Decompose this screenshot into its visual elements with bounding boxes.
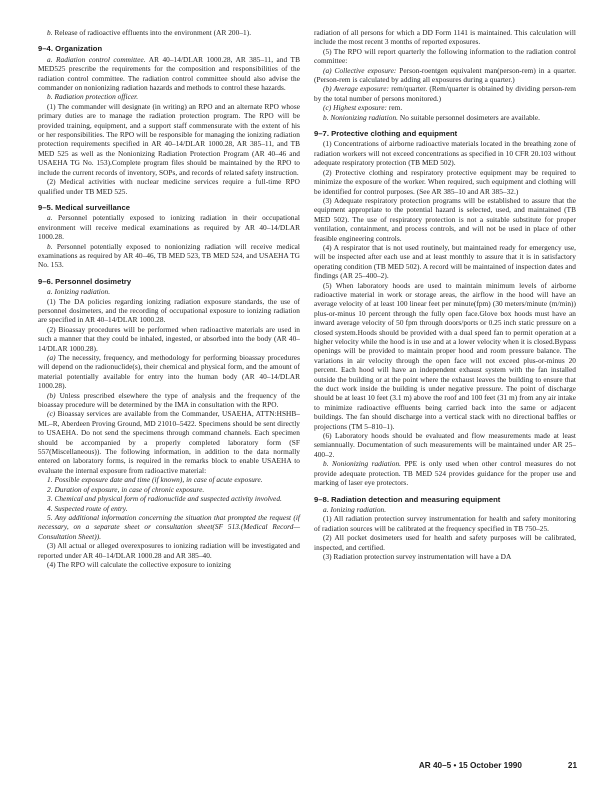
paragraph-designator: b. xyxy=(47,28,53,37)
paragraph xyxy=(314,281,576,432)
paragraph-text: (2) Medical activities with nuclear medicine services require a full-time RPO qualified under TB MED 525. xyxy=(38,177,300,196)
paragraph-designator: (c) Highest exposure: xyxy=(323,103,387,113)
right-column xyxy=(314,28,576,569)
document-body xyxy=(38,28,577,569)
paragraph-text: (6) Laboratory hoods should be evaluated and flow measurements made at least semiannually. Documentation of such measurements will be maintained under AR 25–400–2. xyxy=(314,431,576,459)
paragraph xyxy=(38,409,300,475)
paragraph-text: Release of radioactive effluents into the environment (AR 200–1). xyxy=(52,28,252,37)
paragraph-designator: 3. Chemical and physical form of radionuclide and suspected activity involved. xyxy=(47,494,282,504)
paragraph-designator: 1. Possible exposure date and time (if known), in case of acute exposure. xyxy=(47,475,263,485)
paragraph xyxy=(314,196,576,243)
paragraph-text: rem/quarter. (Rem/quarter is obtained by dividing person-rem by the total number of persons monitored.) xyxy=(314,84,577,103)
paragraph-designator: a. Radiation control committee. xyxy=(47,54,146,64)
paragraph-text: PPE is only used when other control measures do not provide adequate protection. TB MED 524 provides guidance for the proper use and marking of laser eye protectors. xyxy=(314,459,576,488)
paragraph-designator: (b) Average exposure: xyxy=(323,84,390,94)
paragraph-designator: b. Nonionizing radiation. xyxy=(323,112,399,122)
paragraph xyxy=(38,494,300,503)
paragraph-text: (1) Concentrations of airborne radioactive materials located in the breathing zone of radiation workers will not exceed concentrations as specified in 10 CFR 20.103 without adequate respiratory protection (TB MED 502). xyxy=(314,139,576,168)
paragraph xyxy=(38,102,300,177)
paragraph xyxy=(38,560,300,569)
page-footer xyxy=(38,761,577,770)
paragraph xyxy=(314,552,576,561)
paragraph xyxy=(38,28,300,37)
paragraph-designator: a. xyxy=(47,213,53,223)
paragraph-text: Personnel potentially exposed to nonionizing radiation will receive medical examinations as required by AR 40–46, TB MED 523, TB MED 524, and USAEHA TG No. 153. xyxy=(38,241,300,270)
paragraph xyxy=(314,514,576,533)
paragraph xyxy=(38,297,300,325)
paragraph-designator: (a) Collective exposure: xyxy=(323,65,397,75)
paragraph xyxy=(314,66,576,85)
paragraph-designator: (c) xyxy=(47,409,56,419)
paragraph xyxy=(38,513,300,541)
paragraph xyxy=(314,505,576,514)
paragraph-text: rem. xyxy=(387,103,403,113)
paragraph-designator: b. xyxy=(47,241,53,251)
paragraph xyxy=(38,485,300,494)
paragraph-designator: b. Radiation protection officer. xyxy=(47,92,139,102)
paragraph-text: (1) The DA policies regarding ionizing radiation exposure standards, the use of personnel dosimeters, and the recording of occupational exposure to ionizing radiation are specified in AR 40–14/DLAR 1000.28. xyxy=(38,296,300,325)
paragraph-text: Bioassay services are available from the Commander, USAEHA, ATTN:HSHB–ML–R, Aberdeen Proving Ground, MD 21010–5422. Specimens should be sent directly to USAEHA. Do not send the specimens through command channels. Each specimen should be accompanied by a properly completed laboratory form (SF 557(Miscellaneous)). The following information, in addition to the data normally entered on laboratory forms, is required in the remarks block to enable USAEHA to evaluate the internal exposure from radioactive material: xyxy=(38,409,300,475)
paragraph xyxy=(314,113,576,122)
paragraph xyxy=(314,459,576,487)
paragraph-text: radiation of all persons for which a DD Form 1141 is maintained. This calculation will include the most recent 3 months of reported exposures. xyxy=(314,28,576,47)
paragraph-designator: b. Nonionizing radiation. xyxy=(323,459,402,469)
paragraph xyxy=(314,28,576,47)
paragraph xyxy=(314,168,576,196)
footer-citation: AR 40–5 • 15 October 1990 xyxy=(418,761,522,770)
paragraph xyxy=(38,325,300,353)
paragraph-text: (1) The commander will designate (in writing) an RPO and an alternate RPO whose primary duties are to manage the radiation protection program. The RPO will be provided training, equipment, and a support staff commensurate with the extent of his or her responsibilities. The RPO will be responsible for managing the ionizing radiation protection requirements specified in AR 40–14/DLAR 1000.28, AR 385–11, and TB MED 525 as well as the Nonionizing Radiation Protection Program (AR 40–46 and USAEHA TG No. 153).Complete program files should be maintained by the RPO to include the current records of inventory, SOPs, and records of related safety instruction. xyxy=(38,101,300,177)
paragraph-designator: (a) xyxy=(47,353,56,362)
paragraph xyxy=(38,177,300,196)
paragraph-text: (2) Bioassay procedures will be performed when radioactive materials are used in such a manner that they could be inhaled, ingested, or absorbed into the body (AR 40–14/DLAR 1000.28). xyxy=(38,324,300,353)
paragraph-text: (4) A respirator that is not used routinely, but maintained ready for emergency use, will be inspected after each use and at least monthly to assure that it is in satisfactory operating condition (TB MED 502). A record will be maintained of inspection dates and findings (AR 25–400–2). xyxy=(314,242,576,281)
left-column xyxy=(38,28,300,569)
paragraph-designator: a. Ionizing radiation. xyxy=(323,504,387,514)
paragraph xyxy=(38,353,300,391)
paragraph-designator: (b) xyxy=(47,390,56,400)
section-heading: 9–4. Organization xyxy=(38,44,103,54)
paragraph-text: (1) All radiation protection survey instrumentation for health and safety monitoring of radiation sources will be calibrated at the frequency specified in TB 750–25. xyxy=(314,514,576,533)
paragraph xyxy=(38,55,300,93)
paragraph xyxy=(314,47,576,66)
paragraph xyxy=(38,242,300,270)
paragraph xyxy=(314,84,576,103)
paragraph xyxy=(38,213,300,241)
paragraph xyxy=(314,431,576,459)
paragraph-text: Personnel potentially exposed to ionizing radiation in their occupational environment will receive medical examinations as required by AR 40–14/DLAR 1000.28. xyxy=(38,213,300,242)
paragraph xyxy=(38,475,300,484)
paragraph-text: (2) All pocket dosimeters used for health and safety purposes will be calibrated, inspected, and certified. xyxy=(314,533,576,552)
paragraph xyxy=(314,103,576,112)
section-heading: 9–7. Protective clothing and equipment xyxy=(314,129,458,139)
paragraph-text: (5) When laboratory hoods are used to maintain minimum levels of airborne radioactive material in work or storage areas, the airflow in the hood will have an average velocity of at least 100 linear feet per minute(fpm) (30 meters/minute (m/min)) plus-or-minus 10 percent through the fully open face.Glove box hoods must have an inward average velocity of 50 fpm through doors/ports or 0.25 inch static pressure on a closed system.Hoods should be provided with a dual speed fan to permit operation at a higher velocity while the hood is in use and at a lower velocity when it is closed.Bypass openings will be provided to maintain proper hood and room pressure balance. The variations in air velocity through the open face will not exceed plus-or-minus 20 percent. Each hood will have an independent exhaust system with the fan installed outside the building or at the point where the exhaust leaves the building to ensure that the duct work inside the building is under negative pressure. The point of discharge should be at least 10 feet (3.1 m) above the roof and 100 feet (31 m) from any air intake to minimize radioactive effluents being carried back into the same or adjacent buildings. The fan should discharge into a vertical stack with no directional baffles or projections (TM 5–810–1). xyxy=(314,280,576,431)
section-heading: 9–5. Medical surveillance xyxy=(38,202,131,212)
paragraph-text: (5) The RPO will report quarterly the following information to the radiation control committee: xyxy=(314,46,576,66)
paragraph-text: (3) All actual or alleged overexposures to ionizing radiation will be investigated and reported under AR 40–14/DLAR 1000.28 and AR 385–40. xyxy=(38,541,300,560)
section-heading: 9–8. Radiation detection and measuring equipment xyxy=(314,494,501,504)
paragraph-text: (3) Adequate respiratory protection programs will be established to assure that the equipment appropriate to the potential hazard is selected, used, and maintained (TB MED 502). The use of respiratory protection is not a suitable substitute for proper ventilation, containment, and process controls, and will not be used in place of other feasible engineering controls. xyxy=(314,195,576,243)
paragraph xyxy=(38,504,300,513)
paragraph-text: (4) The RPO will calculate the collective exposure to ionizing xyxy=(47,559,231,569)
paragraph xyxy=(38,391,300,410)
paragraph xyxy=(314,533,576,552)
paragraph-text: Unless prescribed elsewhere the type of analysis and the frequency of the bioassay procedure will be determined by the IMA in consultation with the RPO. xyxy=(38,390,300,410)
footer-page-number: 21 xyxy=(567,761,577,770)
paragraph-text: The necessity, frequency, and methodology for performing bioassay procedures will depend on the radionuclide(s), their chemical and physical form, and the amount of material potentially available for entry into the human body (AR 40–14/DLAR 1000.28). xyxy=(38,353,300,391)
paragraph xyxy=(314,139,576,167)
paragraph-text: (2) Protective clothing and respiratory protective equipment may be required to minimize the exposure of the worker. When required, such equipment and clothing will be identified for control purposes. (See AR 385–10 and AR 385–32.) xyxy=(314,167,576,196)
paragraph-text: No suitable personnel dosimeters are available. xyxy=(398,112,541,122)
paragraph xyxy=(38,287,300,296)
paragraph-text: Person-roentgen equivalent man(person-rem) in a quarter. (Person-rem is calculated by adding all exposures during a quarter.) xyxy=(314,65,577,85)
paragraph-text: AR 40–14/DLAR 1000.28, AR 385–11, and TB MED525 prescribe the requirements for the composition and responsibilities of the radiation control committee. The radiation control committee should also advise the commander on nonionizing radiation hazards and methods to control these hazards. xyxy=(38,54,300,93)
paragraph-designator: a. Ionizing radiation. xyxy=(47,287,111,297)
paragraph-designator: 2. Duration of exposure, in case of chronic exposure. xyxy=(47,484,205,494)
paragraph-designator: 4. Suspected route of entry. xyxy=(47,503,128,513)
section-heading: 9–6. Personnel dosimetry xyxy=(38,276,132,286)
paragraph xyxy=(38,541,300,560)
paragraph-designator: 5. Any additional information concerning the situation that prompted the request (if necessary, on a separate sheet or consultation sheet(SF 513.(Medical Record—Consultation Sheet)). xyxy=(38,512,300,541)
paragraph xyxy=(314,243,576,281)
paragraph-text: (3) Radiation protection survey instrumentation will have a DA xyxy=(323,551,512,561)
paragraph xyxy=(38,92,300,101)
